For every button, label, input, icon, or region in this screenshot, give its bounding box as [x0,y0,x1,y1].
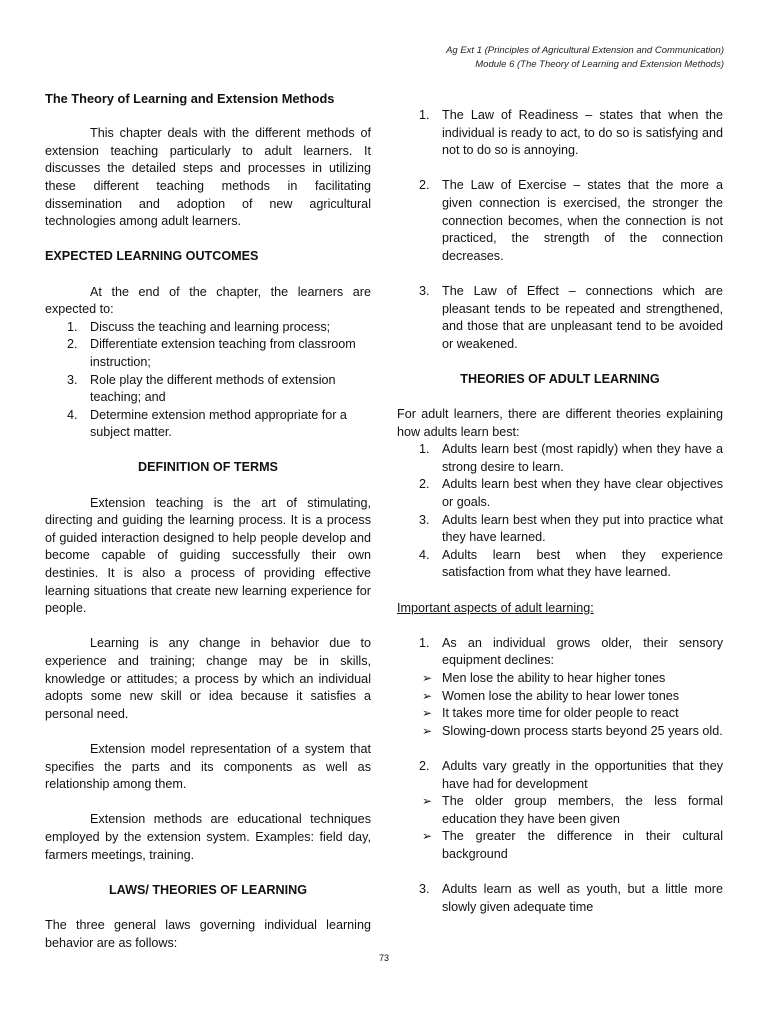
list-item: 2. The Law of Exercise – states that the more a given connection is exercised, the stronger the connection becomes, when the connection is not practiced, the strength of the connection decreases. [419,178,723,263]
list-item: 2. Adults vary greatly in the opportunities that they have had for development [419,758,723,791]
laws-list-3 [397,283,723,353]
arrow-bullet-icon: ➢ [422,794,433,809]
opportunity-bullets [397,793,723,863]
page-title: The Theory of Learning and Extension Methods [45,91,335,106]
adult-learning-list [397,441,723,582]
aspects-heading: Important aspects of adult learning: [397,600,594,615]
list-item: 3. Role play the different methods of extension teaching; and [67,372,336,405]
list-item: ➢ Men lose the ability to hear higher tones [397,670,723,688]
list-item: 4. Adults learn best when they experience satisfaction from what they have learned. [419,547,723,580]
header-module: Module 6 (The Theory of Learning and Extension Methods) [475,59,724,70]
adult-learning-heading: THEORIES OF ADULT LEARNING [460,371,660,386]
definition-extension-teaching: Extension teaching is the art of stimulating, directing and guiding the learning process. It is a process of guided interaction designed to help people develop and become capable of guiding successfully their own destinies. It is also a process of providing effective learning situations that create new learning experience for people. [45,495,371,616]
list-item: ➢ The older group members, the less formal education they have been given [422,794,723,826]
page-number: 73 [378,953,389,963]
arrow-bullet-icon: ➢ [422,688,433,703]
arrow-bullet-icon: ➢ [422,671,433,685]
list-item: 3. Adults learn best when they put into practice what they have learned. [419,512,723,545]
definition-extension-model: Extension model representation of a system that specifies the parts and its components as well as relationship among them. [45,741,371,792]
list-item: 4. Determine extension method appropriate for a subject matter. [67,407,347,440]
running-header [446,44,724,72]
list-item: 1. The Law of Readiness – states that when the individual is ready to act, to do so is satisfying and not to do so is annoying. [419,108,723,158]
list-item: 3. Adults learn as well as youth, but a little more slowly given adequate time [419,882,723,914]
header-course: Ag Ext 1 (Principles of Agricultural Extension and Communication) [446,45,724,56]
laws-intro: The three general laws governing individual learning behavior are as follows: [45,917,371,950]
definition-extension-methods: Extension methods are educational techniques employed by the extension system. Examples: field day, farmers meetings, training. [45,812,371,862]
list-item: ➢ Slowing-down process starts beyond 25 years old. [397,723,723,741]
outcomes-intro: At the end of the chapter, the learners are expected to: [45,284,371,317]
adult-learning-intro: For adult learners, there are different theories explaining how adults learn best: [397,407,723,439]
list-item: 2. Differentiate extension teaching from classroom instruction; [67,337,356,369]
laws-list [397,107,723,160]
list-item: ➢ Women lose the ability to hear lower tones [397,688,723,706]
laws-heading: LAWS/ THEORIES OF LEARNING [108,882,307,897]
list-item: 1. As an individual grows older, their sensory equipment declines: [419,635,723,668]
aspects-list-3 [397,881,723,916]
list-item: 1. Adults learn best (most rapidly) when they have a strong desire to learn. [419,442,723,474]
sensory-bullets [397,670,723,740]
definitions-heading: DEFINITION OF TERMS [138,460,278,475]
list-item: 3. The Law of Effect – connections which are pleasant tends to be repeated and strengthened, and those that are unpleasant tend to be avoided or weakened. [419,283,723,351]
laws-list-2 [397,177,723,265]
arrow-bullet-icon: ➢ [422,829,433,844]
arrow-bullet-icon: ➢ [422,723,433,738]
list-item: 2. Adults learn best when they have clear objectives or goals. [419,477,723,510]
definition-learning: Learning is any change in behavior due to experience and training; change may be in skills, knowledge or attitudes; a process by which an individual adopts some new skill or idea because it satisfies a personal need. [45,636,371,721]
list-item: ➢ The greater the difference in their cultural background [422,829,723,861]
list-item: 1. Discuss the teaching and learning process; [67,319,331,334]
left-column [45,90,371,952]
list-item: ➢ It takes more time for older people to react [397,705,723,723]
arrow-bullet-icon: ➢ [422,706,433,721]
outcomes-list [45,319,371,442]
intro-paragraph: This chapter deals with the different methods of extension teaching particularly to adult learners. It discusses the detailed steps and processes in utilizing these different teaching methods in facilitating dissemination and adoption of new agricultural technologies among adult learners. [45,126,371,229]
outcomes-heading: EXPECTED LEARNING OUTCOMES [45,249,259,264]
right-column [397,107,723,916]
aspects-list-1 [397,635,723,670]
aspects-list-2 [397,758,723,793]
